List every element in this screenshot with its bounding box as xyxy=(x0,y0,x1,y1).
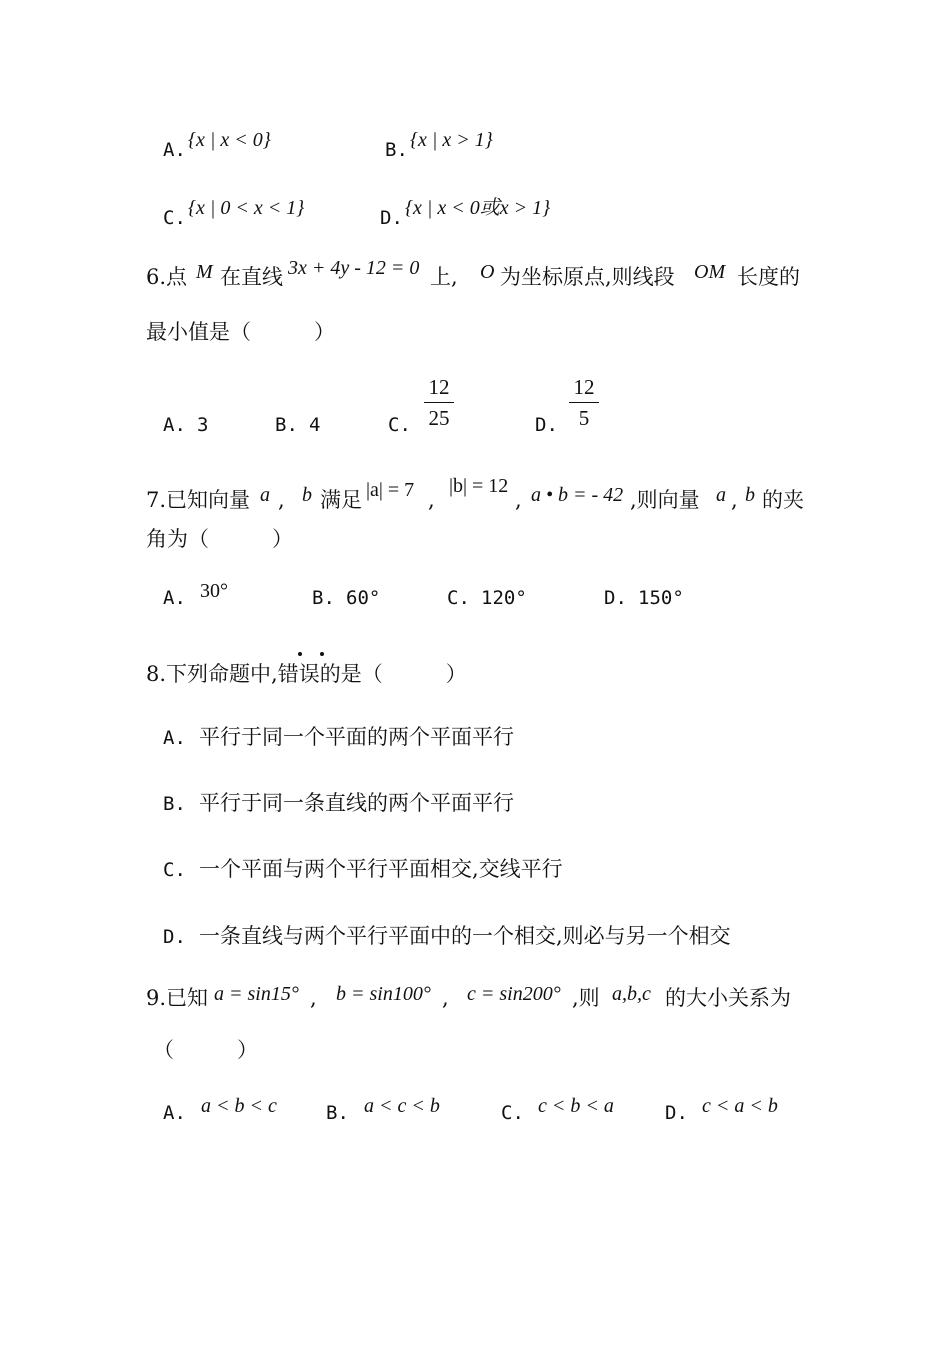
q7-vector-a: a xyxy=(260,484,270,506)
q7-option-d-label: D. xyxy=(604,587,627,609)
q6-segment-om: OM xyxy=(694,261,726,283)
q5-option-c-expr: {x | 0 < x < 1} xyxy=(188,197,305,219)
q5-option-b-label: B. xyxy=(385,139,408,161)
q6-point-m: M xyxy=(196,261,213,283)
q6-option-d-label: D. xyxy=(535,414,558,436)
q9-expr-a: a = sin15° xyxy=(214,983,299,1005)
emphasis-dot xyxy=(298,652,302,656)
q9-stem-line2: （ ） xyxy=(153,1038,258,1062)
q9-option-a-label: A. xyxy=(163,1102,186,1124)
fraction-bar xyxy=(569,402,599,403)
q9-expr-c: c = sin200° xyxy=(467,983,561,1005)
q9-option-c-expr: c < b < a xyxy=(538,1095,614,1117)
q6-line-equation: 3x + 4y - 12 = 0 xyxy=(288,257,420,279)
q8-option-d-text: 一条直线与两个平行平面中的一个相交,则必与另一个相交 xyxy=(199,924,731,948)
q7-option-a-label: A. xyxy=(163,587,186,609)
q7-dot-product: a • b = - 42 xyxy=(531,484,624,506)
q9-expr-b: b = sin100° xyxy=(336,983,431,1005)
q7-vector-b: b xyxy=(302,484,312,506)
q9-comma-2: , xyxy=(442,986,449,1010)
q8-option-a-label: A. xyxy=(163,727,186,749)
q7-stem-part1: 7.已知向量 xyxy=(146,488,251,512)
q7-comma-2: , xyxy=(428,488,435,512)
q7-abs-a: |a| = 7 xyxy=(366,479,415,501)
q8-stem: 8.下列命题中,错误的是（ ） xyxy=(146,662,467,686)
q7-comma-3: , xyxy=(515,488,522,512)
q5-option-d-expr: {x | x < 0或x > 1} xyxy=(405,197,551,219)
q7-comma-4: , xyxy=(731,488,738,512)
q7-abs-b: |b| = 12 xyxy=(449,475,509,497)
q9-option-b-label: B. xyxy=(326,1102,349,1124)
q9-option-d-label: D. xyxy=(665,1102,688,1124)
q8-option-b-label: B. xyxy=(163,793,186,815)
q8-option-a-text: 平行于同一个平面的两个平面平行 xyxy=(199,725,514,749)
q8-option-c-text: 一个平面与两个平行平面相交,交线平行 xyxy=(199,857,563,881)
q6-stem-part3: 上, xyxy=(430,265,458,289)
q6-stem-part4: 为坐标原点,则线段 xyxy=(500,265,675,289)
q5-option-a-label: A. xyxy=(163,139,186,161)
q5-option-b-expr: {x | x > 1} xyxy=(410,129,493,151)
q6-stem-part2: 在直线 xyxy=(220,265,283,289)
q9-stem-part3: 的大小关系为 xyxy=(665,986,791,1010)
q8-option-b-text: 平行于同一条直线的两个平面平行 xyxy=(199,791,514,815)
q6-option-d-numerator: 12 xyxy=(573,375,595,399)
q7-comma-1: , xyxy=(278,488,285,512)
q5-option-d-label: D. xyxy=(380,207,403,229)
q6-stem-line2: 最小值是（ ） xyxy=(146,320,335,344)
q7-option-a-value: 30° xyxy=(200,580,228,602)
q9-abc: a,b,c xyxy=(612,983,651,1005)
q6-option-a-label: A. xyxy=(163,414,186,436)
q7-option-c-label: C. xyxy=(447,587,470,609)
q5-option-a-expr: {x | x < 0} xyxy=(188,129,271,151)
q9-stem-part2: ,则 xyxy=(572,986,600,1010)
q6-point-o: O xyxy=(480,261,495,283)
q6-option-c-label: C. xyxy=(388,414,411,436)
q7-stem-part2: 满足 xyxy=(320,488,362,512)
q7-vector-a2: a xyxy=(716,484,726,506)
q6-stem-part5: 长度的 xyxy=(737,265,800,289)
q7-stem-part4: 的夹 xyxy=(762,488,804,512)
fraction-bar xyxy=(424,402,454,403)
q7-option-d-value: 150° xyxy=(638,587,684,609)
q7-vector-b2: b xyxy=(745,484,755,506)
q7-stem-part3: ,则向量 xyxy=(630,488,700,512)
emphasis-dot xyxy=(320,652,324,656)
q7-option-b-label: B. xyxy=(312,587,335,609)
q6-option-d-fraction xyxy=(569,375,599,430)
q6-option-c-denominator: 25 xyxy=(428,406,450,430)
q9-option-b-expr: a < c < b xyxy=(364,1095,440,1117)
q7-option-c-value: 120° xyxy=(481,587,527,609)
q8-option-d-label: D. xyxy=(163,926,186,948)
q6-option-a-value: 3 xyxy=(197,414,209,436)
q6-option-b-label: B. xyxy=(275,414,298,436)
q8-option-c-label: C. xyxy=(163,859,186,881)
q9-stem-part1: 9.已知 xyxy=(146,986,209,1010)
q6-option-c-fraction xyxy=(424,375,454,430)
q9-option-c-label: C. xyxy=(501,1102,524,1124)
q9-comma-1: , xyxy=(310,986,317,1010)
q9-option-a-expr: a < b < c xyxy=(201,1095,277,1117)
q9-option-d-expr: c < a < b xyxy=(702,1095,778,1117)
q6-option-b-value: 4 xyxy=(309,414,321,436)
q7-stem-line2: 角为（ ） xyxy=(146,527,293,551)
q6-option-d-denominator: 5 xyxy=(578,406,590,430)
q6-option-c-numerator: 12 xyxy=(428,375,450,399)
q6-stem-part1: 6.点 xyxy=(146,265,188,289)
q5-option-c-label: C. xyxy=(163,207,186,229)
q7-option-b-value: 60° xyxy=(346,587,381,609)
